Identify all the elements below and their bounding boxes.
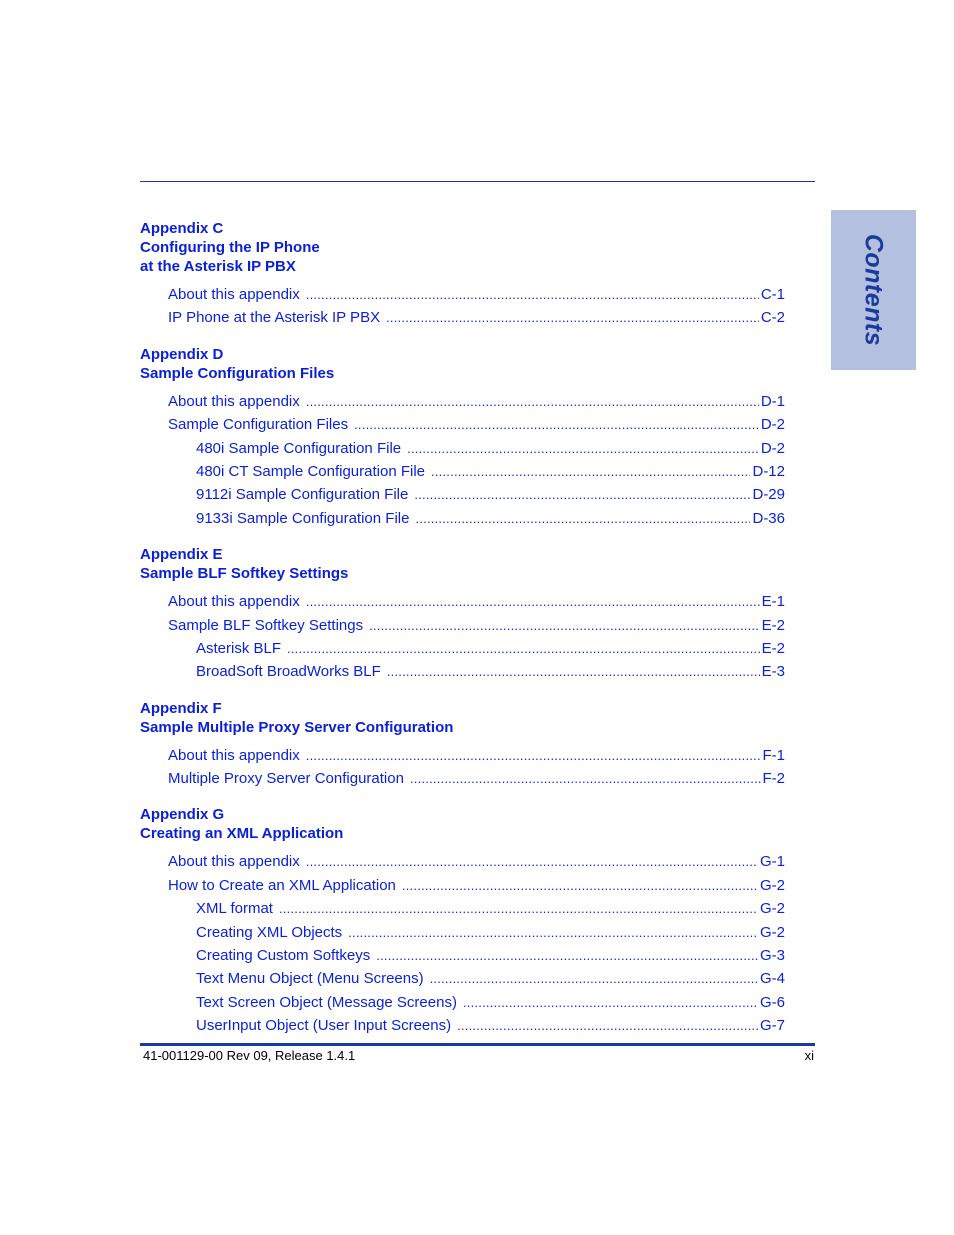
side-tab-label: Contents [859,233,888,347]
toc-entry-page[interactable]: G-7 [759,1017,785,1035]
appendix-label-link[interactable]: Appendix E [140,546,223,564]
dot-leader [431,460,750,483]
header-rule [140,181,815,182]
dot-leader [369,614,760,637]
toc-entry-title[interactable]: 9112i Sample Configuration File [196,486,409,504]
toc-entry-title[interactable]: About this appendix [168,746,300,764]
table-of-contents [140,219,785,1053]
dot-leader [306,390,759,413]
toc-entry-page[interactable]: F-1 [762,746,785,764]
toc-entry[interactable] [140,991,785,1014]
toc-entry-title[interactable]: About this appendix [168,593,300,611]
dot-leader [354,413,759,436]
appendix-section [140,805,785,1037]
toc-entry-title[interactable]: About this appendix [168,853,300,871]
appendix-title-link[interactable]: Creating an XML Application [140,825,344,843]
footer-rule [140,1043,815,1046]
appendix-section [140,699,785,791]
dot-leader [306,850,758,873]
footer-page-number: xi [804,1048,814,1063]
toc-entry[interactable] [140,437,785,460]
toc-entry-title[interactable]: UserInput Object (User Input Screens) [196,1017,452,1035]
toc-entry-title[interactable]: XML format [196,900,273,918]
toc-entry-title[interactable]: Sample Configuration Files [168,416,349,434]
appendix-title-link[interactable]: Sample Multiple Proxy Server Configuration [140,718,454,736]
appendix-heading [140,219,785,276]
toc-entry-page[interactable]: G-6 [759,993,785,1011]
appendix-title-link[interactable]: Sample Configuration Files [140,364,335,382]
appendix-label-link[interactable]: Appendix F [140,699,222,717]
appendix-section [140,545,785,684]
toc-entry-page[interactable]: G-4 [759,970,785,988]
toc-entry-page[interactable]: D-1 [760,392,785,410]
toc-entry[interactable] [140,637,785,660]
toc-entry[interactable] [140,283,785,306]
dot-leader [402,874,758,897]
toc-entry[interactable] [140,944,785,967]
toc-entry-page[interactable]: G-2 [759,900,785,918]
appendix-label-link[interactable]: Appendix C [140,220,224,237]
toc-entry-page[interactable]: D-29 [752,486,785,504]
dot-leader [386,306,759,329]
appendix-section [140,219,785,330]
appendix-section [140,345,785,530]
toc-entry[interactable] [140,614,785,637]
dot-leader [407,437,759,460]
appendix-heading [140,699,785,737]
toc-entry[interactable] [140,460,785,483]
toc-entry[interactable] [140,967,785,990]
toc-entry-page[interactable]: G-2 [759,876,785,894]
toc-entry-page[interactable]: G-3 [759,947,785,965]
toc-entry-title[interactable]: 9133i Sample Configuration File [196,509,410,527]
appendix-title-link[interactable]: Sample BLF Softkey Settings [140,565,349,583]
appendix-label-link[interactable]: Appendix G [140,806,225,824]
toc-entry[interactable] [140,590,785,613]
toc-entry-title[interactable]: Sample BLF Softkey Settings [168,616,364,634]
toc-entry-title[interactable]: Text Screen Object (Message Screens) [196,993,457,1011]
appendix-heading [140,545,785,583]
toc-entry-title[interactable]: Creating XML Objects [196,923,343,941]
toc-entry[interactable] [140,850,785,873]
toc-entry-page[interactable]: D-2 [760,439,785,457]
toc-entry[interactable] [140,1014,785,1037]
toc-entry[interactable] [140,897,785,920]
toc-entry-page[interactable]: E-2 [761,639,785,657]
toc-entry-title[interactable]: 480i CT Sample Configuration File [196,462,426,480]
dot-leader [410,767,761,790]
toc-entry[interactable] [140,483,785,506]
toc-entry-page[interactable]: E-2 [761,616,785,634]
toc-entry-page[interactable]: C-2 [760,309,785,327]
toc-entry[interactable] [140,767,785,790]
dot-leader [306,590,760,613]
toc-entry[interactable] [140,507,785,530]
dot-leader [306,744,761,767]
dot-leader [387,660,760,683]
toc-entry-title[interactable]: How to Create an XML Application [168,876,396,894]
toc-entry-page[interactable]: D-2 [760,416,785,434]
dot-leader [348,921,758,944]
toc-entry-title[interactable]: 480i Sample Configuration File [196,439,402,457]
dot-leader [457,1014,758,1037]
dot-leader [279,897,758,920]
appendix-heading [140,805,785,843]
dot-leader [306,283,759,306]
dot-leader [430,967,758,990]
contents-side-tab [831,210,916,370]
toc-entry-page[interactable]: E-1 [761,593,785,611]
dot-leader [414,483,750,506]
toc-entry-page[interactable]: G-2 [759,923,785,941]
dot-leader [376,944,758,967]
dot-leader [287,637,760,660]
appendix-title-link[interactable]: at the Asterisk IP PBX [140,258,296,275]
toc-entry-page[interactable]: D-36 [752,509,785,527]
toc-entry[interactable] [140,390,785,413]
appendix-label-link[interactable]: Appendix D [140,345,224,363]
toc-entry[interactable] [140,744,785,767]
appendix-heading [140,345,785,383]
toc-entry[interactable] [140,921,785,944]
toc-entry-title[interactable]: Text Menu Object (Menu Screens) [196,970,424,988]
toc-entry-title[interactable]: Multiple Proxy Server Configuration [168,770,404,788]
toc-entry-title[interactable]: BroadSoft BroadWorks BLF [196,663,381,681]
toc-entry-title[interactable]: Asterisk BLF [196,639,282,657]
appendix-title-link[interactable]: Configuring the IP Phone [140,239,320,256]
toc-entry-title[interactable]: About this appendix [168,392,300,410]
footer-doc-id: 41-001129-00 Rev 09, Release 1.4.1 [143,1048,356,1063]
toc-entry-page[interactable]: C-1 [760,286,785,303]
toc-entry[interactable] [140,660,785,683]
toc-entry-page[interactable]: D-12 [752,462,785,480]
toc-entry-page[interactable]: E-3 [761,663,785,681]
toc-entry-page[interactable]: G-1 [759,853,785,871]
dot-leader [415,507,750,530]
toc-entry[interactable] [140,306,785,329]
toc-entry-title[interactable]: IP Phone at the Asterisk IP PBX [168,309,381,327]
toc-entry-page[interactable]: F-2 [762,770,785,788]
toc-entry[interactable] [140,413,785,436]
toc-entry-title[interactable]: About this appendix [168,286,300,303]
toc-entry-title[interactable]: Creating Custom Softkeys [196,947,371,965]
toc-entry[interactable] [140,874,785,897]
dot-leader [463,991,758,1014]
